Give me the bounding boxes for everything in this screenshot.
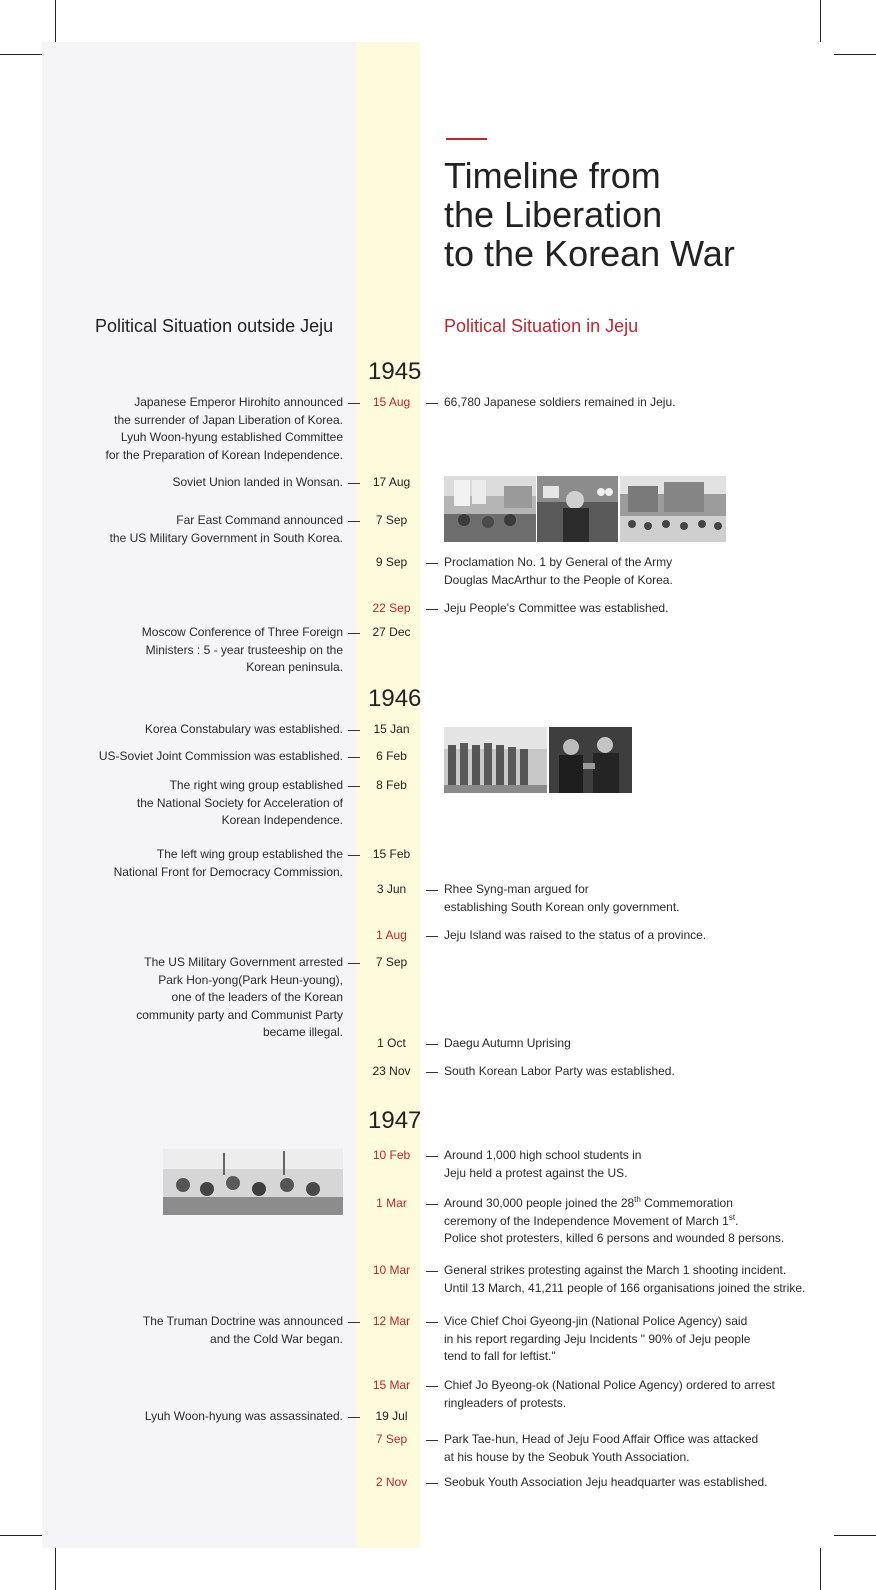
connector-line	[426, 890, 438, 891]
outside-event-left-wing: The left wing group established the National Front for Democracy Commission.	[113, 847, 343, 879]
crop-mark	[834, 54, 876, 55]
outside-event-park-hon-yong: The US Military Government arrested Park Hon-yong(Park Heun-young), one of the leaders of the Korean community party and Communist Party became illegal.	[136, 955, 343, 1039]
inside-event-proclamation-no1: Proclamation No. 1 by General of the Army Douglas MacArthur to the People of Korea.	[444, 555, 673, 587]
year-1945: 1945	[368, 358, 422, 385]
inside-event-province: Jeju Island was raised to the status of a province.	[444, 928, 707, 942]
date-6-feb-1946: 6 Feb	[376, 749, 407, 763]
connector-line	[426, 1322, 438, 1323]
connector-line	[426, 1044, 438, 1045]
date-12-mar-1947: 12 Mar	[372, 1314, 411, 1328]
connector-line	[426, 609, 438, 610]
inside-event-daegu-uprising: Daegu Autumn Uprising	[444, 1036, 571, 1050]
outside-event-right-wing: The right wing group established the National Society for Acceleration of Korean Independence.	[136, 778, 343, 827]
connector-line	[426, 403, 438, 404]
date-9-sep-1945: 9 Sep	[375, 555, 408, 569]
protest-photo-1947	[163, 1149, 343, 1215]
date-7-sep-1947: 7 Sep	[375, 1432, 408, 1446]
inside-event-seobuk-headquarter: Seobuk Youth Association Jeju headquarter was established.	[444, 1475, 768, 1489]
connector-line	[426, 1386, 438, 1387]
crop-mark	[834, 1535, 876, 1536]
date-2-nov-1947: 2 Nov	[375, 1475, 408, 1489]
date-19-jul-1947: 19 Jul	[375, 1409, 408, 1423]
year-1947: 1947	[368, 1107, 422, 1134]
outside-event-constabulary: Korea Constabulary was established.	[144, 722, 343, 736]
outside-event-truman-doctrine: The Truman Doctrine was announced and the Cold War began.	[142, 1314, 343, 1346]
crop-mark	[55, 1548, 56, 1590]
heading-in-jeju: Political Situation in Jeju	[444, 316, 639, 336]
inside-event-police-report: Vice Chief Choi Gyeong-jin (National Police Agency) said in his report regarding Jeju Incidents " 90% of Jeju people tend to fall for leftist."	[444, 1314, 751, 1363]
crop-mark	[0, 54, 42, 55]
date-15-jan-1946: 15 Jan	[373, 722, 410, 736]
crop-mark	[820, 1548, 821, 1590]
connector-line	[426, 1156, 438, 1157]
connector-line	[426, 1072, 438, 1073]
date-7-sep-1946: 7 Sep	[375, 955, 408, 969]
connector-line	[426, 1440, 438, 1441]
page-title	[444, 156, 735, 273]
date-15-mar-1947: 15 Mar	[372, 1378, 411, 1392]
date-3-jun-1946: 3 Jun	[376, 882, 407, 896]
inside-event-arrest-order: Chief Jo Byeong-ok (National Police Agency) ordered to arrest ringleaders of protests.	[444, 1378, 775, 1410]
liberation-photo-speech	[537, 476, 618, 542]
liberation-photo-crowd	[620, 476, 726, 542]
date-10-mar-1947: 10 Mar	[372, 1263, 411, 1277]
date-15-aug-1945: 15 Aug	[372, 395, 411, 409]
crop-mark	[0, 1535, 42, 1536]
crop-mark	[55, 0, 56, 42]
outside-event-far-east-command: Far East Command announced the US Military Government in South Korea.	[109, 513, 343, 545]
date-1-mar-1947: 1 Mar	[376, 1196, 407, 1210]
inside-event-labor-party: South Korean Labor Party was established.	[444, 1064, 675, 1078]
inside-event-japanese-soldiers: 66,780 Japanese soldiers remained in Jeju.	[444, 395, 676, 409]
connector-line	[426, 936, 438, 937]
date-17-aug-1945: 17 Aug	[372, 475, 411, 489]
year-1946: 1946	[368, 685, 422, 712]
outside-event-soviet-wonsan: Soviet Union landed in Wonsan.	[172, 475, 343, 489]
constabulary-photo-march	[444, 727, 547, 793]
date-1-oct-1946: 1 Oct	[377, 1036, 406, 1050]
outside-event-lyuh-assassinated: Lyuh Woon-hyung was assassinated.	[144, 1409, 343, 1423]
outside-event-joint-commission: US-Soviet Joint Commission was established.	[98, 749, 343, 763]
inside-event-peoples-committee: Jeju People's Committee was established.	[444, 601, 669, 615]
constabulary-photo-officials	[549, 727, 632, 793]
inside-event-rhee-syng-man: Rhee Syng-man argued for establishing South Korean only government.	[444, 882, 680, 914]
outside-event-moscow-conference: Moscow Conference of Three Foreign Ministers : 5 - year trusteeship on the Korean peninsula.	[141, 625, 343, 674]
date-10-feb-1947: 10 Feb	[372, 1148, 411, 1162]
connector-line	[426, 1271, 438, 1272]
title-line: the Liberation	[444, 194, 663, 235]
date-15-feb-1946: 15 Feb	[372, 847, 411, 861]
title-line: Timeline from	[444, 155, 661, 196]
outside-event-hirohito: Japanese Emperor Hirohito announced the surrender of Japan Liberation of Korea. Lyuh Woon-hyung established Committee for the Preparation of Korean Independence.	[105, 395, 343, 462]
liberation-photo-banners	[444, 476, 536, 542]
title-accent-bar	[446, 138, 487, 140]
inside-event-park-tae-hun: Park Tae-hun, Head of Jeju Food Affair Office was attacked at his house by the Seobuk Youth Association.	[444, 1432, 759, 1464]
connector-line	[426, 563, 438, 564]
inside-event-student-protest: Around 1,000 high school students in Jeju held a protest against the US.	[444, 1148, 642, 1180]
date-23-nov-1946: 23 Nov	[372, 1064, 411, 1078]
connector-line	[426, 1483, 438, 1484]
date-7-sep-1945: 7 Sep	[375, 513, 408, 527]
date-22-sep-1945: 22 Sep	[372, 601, 411, 615]
inside-event-general-strikes: General strikes protesting against the March 1 shooting incident. Until 13 March, 41,211 people of 166 organisations joined the strike.	[444, 1263, 806, 1295]
title-line: to the Korean War	[444, 233, 735, 274]
heading-outside-jeju: Political Situation outside Jeju	[95, 316, 334, 336]
date-8-feb-1946: 8 Feb	[376, 778, 407, 792]
crop-mark	[820, 0, 821, 42]
date-27-dec-1945: 27 Dec	[372, 625, 411, 639]
date-1-aug-1946: 1 Aug	[376, 928, 407, 942]
inside-event-march-1-ceremony: Around 30,000 people joined the 28th Commemoration ceremony of the Independence Movement of March 1st. Police shot protesters, killed 6 persons and wounded 8 persons.	[444, 1195, 785, 1245]
connector-line	[426, 1204, 438, 1205]
